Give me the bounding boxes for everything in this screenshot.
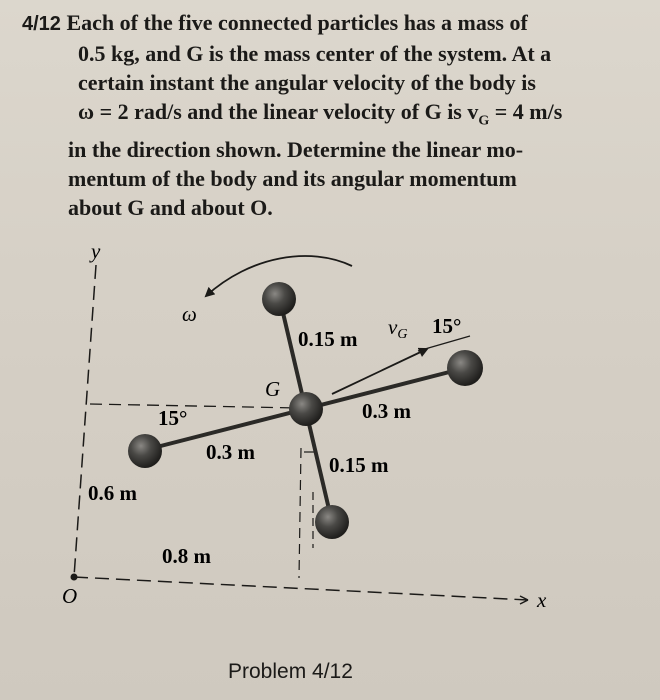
dim-left-label: 0.3 m (206, 440, 255, 464)
particle-bottom (315, 505, 349, 539)
particle-top (262, 282, 296, 316)
y-axis-label: y (91, 239, 101, 263)
dim-width-label: 0.8 m (162, 544, 211, 568)
vertical-reference-line (299, 448, 301, 578)
mass-center-label: G (265, 377, 281, 401)
angle-left-label: 15° (158, 406, 188, 430)
horizontal-reference-line (90, 404, 300, 408)
x-axis (74, 577, 528, 600)
velocity-angle-reference (418, 336, 470, 351)
problem-line-7: about G and about O. (68, 195, 273, 221)
particle-right (447, 350, 483, 386)
origin-label: O (62, 584, 78, 608)
omega-label: ω (182, 302, 197, 326)
problem-number: 4/12 (22, 13, 61, 35)
particle-left (128, 434, 162, 468)
dim-height-label: 0.6 m (88, 481, 137, 505)
origin-point (71, 574, 78, 581)
x-axis-label: x (537, 588, 547, 612)
problem-line-1: 4/12 Each of the five connected particles has a mass of (22, 10, 528, 35)
velocity-arrow (332, 349, 427, 394)
dim-right-label: 0.3 m (362, 399, 411, 423)
problem-line-4: ω = 2 rad/s and the linear velocity of G is $v_G = 4$ m/s (78, 99, 563, 129)
particle-center (289, 392, 323, 426)
problem-line-5: in the direction shown. Determine the linear mo- (68, 137, 524, 163)
dim-top-label: 0.15 m (298, 327, 358, 351)
problem-line-6: mentum of the body and its angular momentum (68, 166, 517, 192)
problem-line-2: 0.5 kg, and G is the mass center of the system. At a (78, 41, 552, 66)
velocity-label: vG (388, 315, 408, 342)
y-axis (74, 265, 96, 577)
angle-velocity-label: 15° (432, 314, 462, 338)
dim-bottom-label: 0.15 m (329, 453, 389, 477)
figure-caption: Problem 4/12 (228, 660, 353, 683)
problem-line-3: certain instant the angular velocity of the body is (78, 70, 536, 95)
